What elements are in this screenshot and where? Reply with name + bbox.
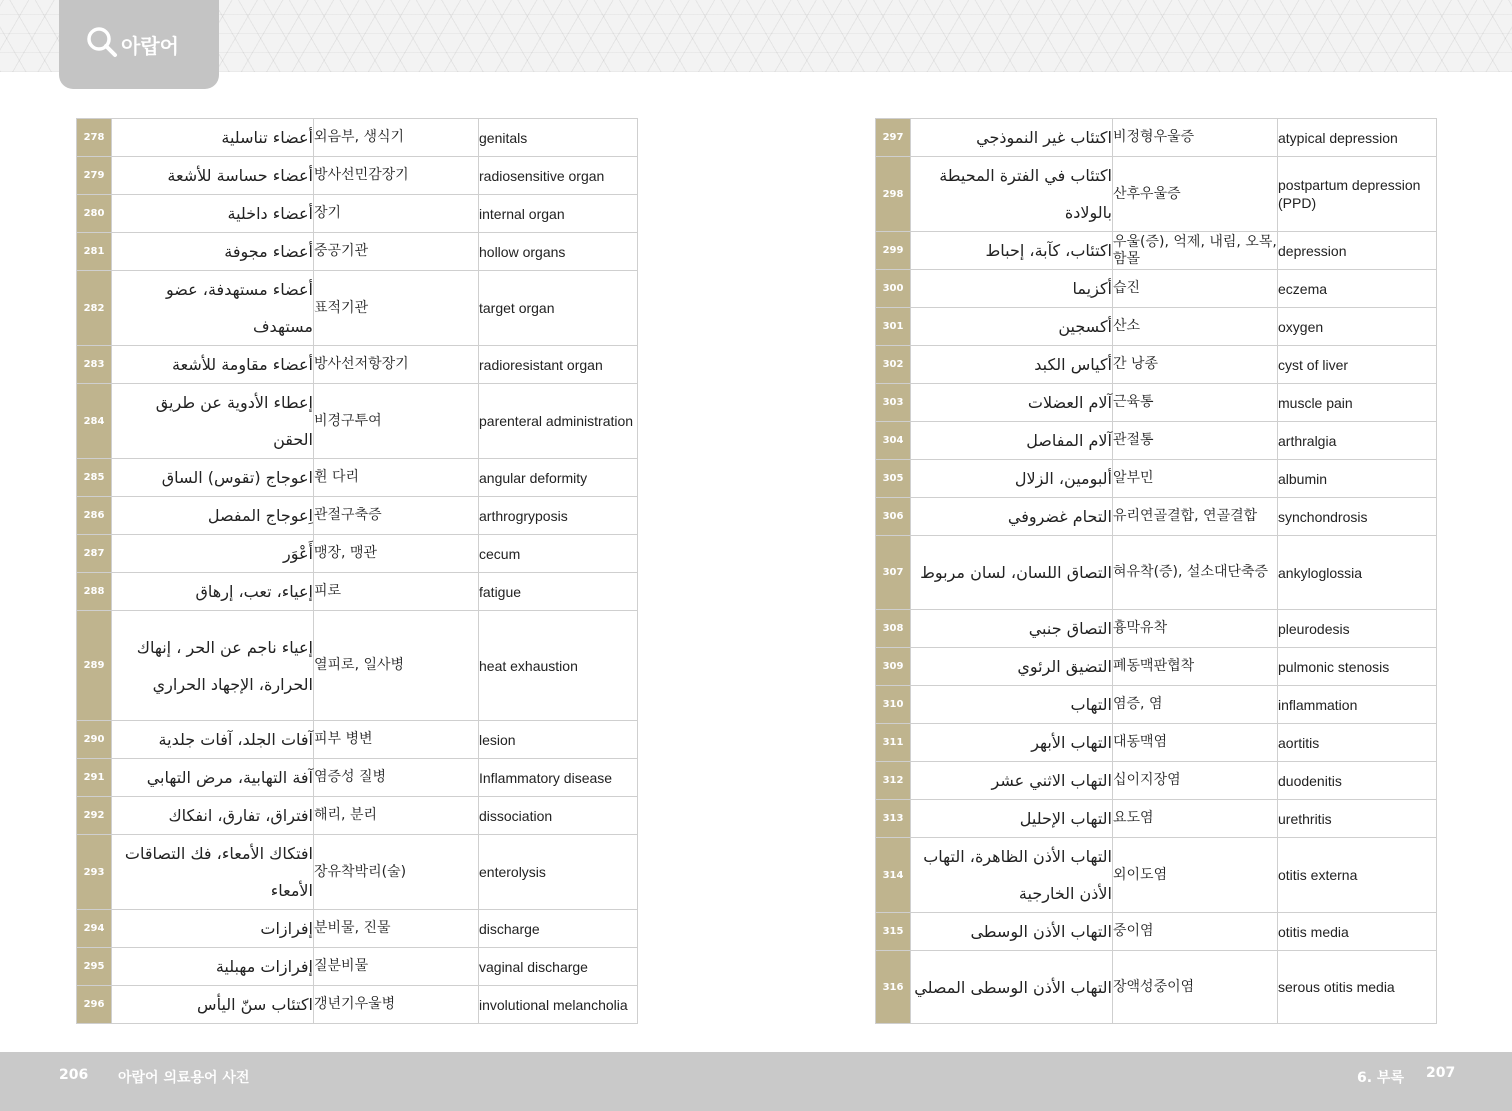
entry-number: 293	[77, 835, 112, 910]
arabic-term: التهاب	[911, 686, 1113, 724]
arabic-term: اكتئاب في الفترة المحيطة بالولادة	[911, 157, 1113, 232]
arabic-term: آلام العضلات	[911, 384, 1113, 422]
entry-number: 283	[77, 346, 112, 384]
entry-number: 307	[876, 536, 911, 610]
table-row	[876, 610, 1437, 648]
arabic-term: التهاب الإحليل	[911, 800, 1113, 838]
english-term: synchondrosis	[1278, 498, 1437, 536]
english-term: postpartum depression (PPD)	[1278, 157, 1437, 232]
english-term: discharge	[479, 910, 638, 948]
table-row	[77, 535, 638, 573]
table-row	[77, 759, 638, 797]
arabic-term: التهاب الأذن الوسطى	[911, 913, 1113, 951]
arabic-term: أعضاء مقاومة للأشعة	[112, 346, 314, 384]
right-page-number: 207	[1426, 1065, 1456, 1081]
arabic-term: اكتئاب سنّ اليأس	[112, 986, 314, 1024]
entry-number: 280	[77, 195, 112, 233]
korean-term: 분비물, 진물	[314, 910, 479, 948]
table-row	[876, 270, 1437, 308]
arabic-term: آلام المفاصل	[911, 422, 1113, 460]
english-term: depression	[1278, 232, 1437, 270]
entry-number: 308	[876, 610, 911, 648]
entry-number: 297	[876, 119, 911, 157]
table-row	[876, 762, 1437, 800]
entry-number: 285	[77, 459, 112, 497]
entry-number: 305	[876, 460, 911, 498]
table-row	[77, 497, 638, 535]
entry-number: 306	[876, 498, 911, 536]
arabic-term: أعضاء مجوفة	[112, 233, 314, 271]
arabic-term: آفة التهابية، مرض التهابي	[112, 759, 314, 797]
entry-number: 291	[77, 759, 112, 797]
table-row	[876, 536, 1437, 610]
table-row	[77, 611, 638, 721]
english-term: vaginal discharge	[479, 948, 638, 986]
entry-number: 298	[876, 157, 911, 232]
korean-term: 비정형우울증	[1113, 119, 1278, 157]
book-title: 아랍어 의료용어 사전	[118, 1070, 250, 1086]
korean-term: 대동맥염	[1113, 724, 1278, 762]
table-row	[77, 233, 638, 271]
english-term: pulmonic stenosis	[1278, 648, 1437, 686]
table-row	[876, 498, 1437, 536]
korean-term: 관절통	[1113, 422, 1278, 460]
entry-number: 313	[876, 800, 911, 838]
korean-term: 비경구투여	[314, 384, 479, 459]
table-row	[876, 157, 1437, 232]
english-term: urethritis	[1278, 800, 1437, 838]
english-term: duodenitis	[1278, 762, 1437, 800]
english-term: inflammation	[1278, 686, 1437, 724]
korean-term: 외이도염	[1113, 838, 1278, 913]
english-term: Inflammatory disease	[479, 759, 638, 797]
table-row	[876, 686, 1437, 724]
korean-term: 피부 병변	[314, 721, 479, 759]
arabic-term: ألبومين، الزلال	[911, 460, 1113, 498]
korean-term: 근육통	[1113, 384, 1278, 422]
glossary-table-right	[875, 118, 1437, 1024]
table-row	[876, 724, 1437, 762]
korean-term: 요도염	[1113, 800, 1278, 838]
arabic-term: اكتئاب غير النموذجي	[911, 119, 1113, 157]
korean-term: 표적기관	[314, 271, 479, 346]
table-row	[77, 721, 638, 759]
table-row	[876, 800, 1437, 838]
english-term: hollow organs	[479, 233, 638, 271]
entry-number: 316	[876, 951, 911, 1024]
korean-term: 염증성 질병	[314, 759, 479, 797]
table-row	[77, 119, 638, 157]
english-term: radioresistant organ	[479, 346, 638, 384]
entry-number: 292	[77, 797, 112, 835]
korean-term: 방사선민감장기	[314, 157, 479, 195]
korean-term: 중공기관	[314, 233, 479, 271]
search-icon	[85, 25, 121, 64]
english-term: cecum	[479, 535, 638, 573]
table-row	[77, 986, 638, 1024]
entry-number: 300	[876, 270, 911, 308]
table-row	[77, 797, 638, 835]
entry-number: 311	[876, 724, 911, 762]
english-term: aortitis	[1278, 724, 1437, 762]
arabic-term: افتراق، تفارق، انفكاك	[112, 797, 314, 835]
arabic-term: أَعْوَر	[112, 535, 314, 573]
arabic-term: التهاب الأذن الوسطى المصلي	[911, 951, 1113, 1024]
korean-term: 간 낭종	[1113, 346, 1278, 384]
arabic-term: إفرازات مهبلية	[112, 948, 314, 986]
arabic-term: أكياس الكبد	[911, 346, 1113, 384]
korean-term: 장기	[314, 195, 479, 233]
korean-term: 방사선저항장기	[314, 346, 479, 384]
korean-term: 염증, 염	[1113, 686, 1278, 724]
entry-number: 282	[77, 271, 112, 346]
entry-number: 309	[876, 648, 911, 686]
entry-number: 286	[77, 497, 112, 535]
entry-number: 299	[876, 232, 911, 270]
english-term: heat exhaustion	[479, 611, 638, 721]
entry-number: 290	[77, 721, 112, 759]
entry-number: 304	[876, 422, 911, 460]
table-row	[77, 384, 638, 459]
entry-number: 279	[77, 157, 112, 195]
english-term: atypical depression	[1278, 119, 1437, 157]
english-term: ankyloglossia	[1278, 536, 1437, 610]
table-row	[876, 119, 1437, 157]
arabic-term: أعضاء مستهدفة، عضو مستهدف	[112, 271, 314, 346]
arabic-term: التصاق جنبي	[911, 610, 1113, 648]
section-tab-label: 아랍어	[121, 34, 179, 58]
english-term: internal organ	[479, 195, 638, 233]
korean-term: 십이지장염	[1113, 762, 1278, 800]
korean-term: 습진	[1113, 270, 1278, 308]
table-row	[77, 835, 638, 910]
table-row	[77, 157, 638, 195]
entry-number: 314	[876, 838, 911, 913]
entry-number: 295	[77, 948, 112, 986]
table-row	[77, 195, 638, 233]
table-row	[876, 384, 1437, 422]
korean-term: 질분비물	[314, 948, 479, 986]
table-row	[876, 838, 1437, 913]
entry-number: 284	[77, 384, 112, 459]
english-term: dissociation	[479, 797, 638, 835]
page-footer	[0, 1052, 1512, 1111]
english-term: parenteral administration	[479, 384, 638, 459]
entry-number: 287	[77, 535, 112, 573]
table-row	[77, 910, 638, 948]
korean-term: 흉막유착	[1113, 610, 1278, 648]
korean-term: 혀유착(증), 설소대단축증	[1113, 536, 1278, 610]
entry-number: 301	[876, 308, 911, 346]
left-page-number: 206	[59, 1067, 89, 1083]
english-term: muscle pain	[1278, 384, 1437, 422]
arabic-term: اِعوجاج المفصل	[112, 497, 314, 535]
korean-term: 중이염	[1113, 913, 1278, 951]
english-term: involutional melancholia	[479, 986, 638, 1024]
korean-term: 맹장, 맹관	[314, 535, 479, 573]
table-row	[876, 232, 1437, 270]
entry-number: 288	[77, 573, 112, 611]
arabic-term: أعضاء داخلية	[112, 195, 314, 233]
table-row	[876, 460, 1437, 498]
table-row	[77, 459, 638, 497]
english-term: arthrogryposis	[479, 497, 638, 535]
english-term: otitis media	[1278, 913, 1437, 951]
korean-term: 외음부, 생식기	[314, 119, 479, 157]
arabic-term: إعياء ناجم عن الحر ، إنهاك الحرارة، الإجهاد الحراري	[112, 611, 314, 721]
korean-term: 우울(증), 억제, 내림, 오목, 함몰	[1113, 232, 1278, 270]
arabic-term: أعضاء حساسة للأشعة	[112, 157, 314, 195]
english-term: target organ	[479, 271, 638, 346]
english-term: arthralgia	[1278, 422, 1437, 460]
entry-number: 281	[77, 233, 112, 271]
english-term: genitals	[479, 119, 638, 157]
arabic-term: التهاب الأذن الظاهرة، التهاب الأذن الخارجية	[911, 838, 1113, 913]
english-term: albumin	[1278, 460, 1437, 498]
korean-term: 장유착박리(술)	[314, 835, 479, 910]
english-term: pleurodesis	[1278, 610, 1437, 648]
korean-term: 피로	[314, 573, 479, 611]
entry-number: 315	[876, 913, 911, 951]
arabic-term: أكزيما	[911, 270, 1113, 308]
decorative-banner	[0, 0, 1512, 72]
english-term: angular deformity	[479, 459, 638, 497]
entry-number: 294	[77, 910, 112, 948]
korean-term: 갱년기우울병	[314, 986, 479, 1024]
arabic-term: اكتئاب، كآبة، إحباط	[911, 232, 1113, 270]
table-row	[876, 951, 1437, 1024]
arabic-term: التصاق اللسان، لسان مربوط	[911, 536, 1113, 610]
table-row	[876, 422, 1437, 460]
table-row	[77, 346, 638, 384]
arabic-term: أعضاء تناسلية	[112, 119, 314, 157]
section-tab	[59, 0, 219, 89]
english-term: oxygen	[1278, 308, 1437, 346]
table-row	[77, 948, 638, 986]
entry-number: 278	[77, 119, 112, 157]
table-row	[77, 573, 638, 611]
arabic-term: إعطاء الأدوية عن طريق الحقن	[112, 384, 314, 459]
entry-number: 302	[876, 346, 911, 384]
entry-number: 296	[77, 986, 112, 1024]
entry-number: 303	[876, 384, 911, 422]
english-term: fatigue	[479, 573, 638, 611]
korean-term: 장액성중이염	[1113, 951, 1278, 1024]
english-term: serous otitis media	[1278, 951, 1437, 1024]
korean-term: 산후우울증	[1113, 157, 1278, 232]
glossary-table-left	[76, 118, 638, 1024]
arabic-term: اعوجاج (تقوس) الساق	[112, 459, 314, 497]
arabic-term: التحام غضروفي	[911, 498, 1113, 536]
english-term: lesion	[479, 721, 638, 759]
arabic-term: إعياء، تعب، إرهاق	[112, 573, 314, 611]
english-term: eczema	[1278, 270, 1437, 308]
arabic-term: التضيق الرئوي	[911, 648, 1113, 686]
korean-term: 휜 다리	[314, 459, 479, 497]
korean-term: 알부민	[1113, 460, 1278, 498]
entry-number: 289	[77, 611, 112, 721]
english-term: otitis externa	[1278, 838, 1437, 913]
arabic-term: إفرازات	[112, 910, 314, 948]
korean-term: 산소	[1113, 308, 1278, 346]
entry-number: 312	[876, 762, 911, 800]
korean-term: 폐동맥판협착	[1113, 648, 1278, 686]
english-term: enterolysis	[479, 835, 638, 910]
section-title: 6. 부록	[1357, 1070, 1404, 1086]
english-term: radiosensitive organ	[479, 157, 638, 195]
korean-term: 해리, 분리	[314, 797, 479, 835]
table-row	[876, 346, 1437, 384]
arabic-term: أكسجين	[911, 308, 1113, 346]
arabic-term: افتكاك الأمعاء، فك التصاقات الأمعاء	[112, 835, 314, 910]
table-row	[876, 913, 1437, 951]
entry-number: 310	[876, 686, 911, 724]
table-row	[77, 271, 638, 346]
arabic-term: التهاب الأبهر	[911, 724, 1113, 762]
table-row	[876, 308, 1437, 346]
korean-term: 열피로, 일사병	[314, 611, 479, 721]
english-term: cyst of liver	[1278, 346, 1437, 384]
korean-term: 유리연골결합, 연골결합	[1113, 498, 1278, 536]
arabic-term: آفات الجلد، آفات جلدية	[112, 721, 314, 759]
korean-term: 관절구축증	[314, 497, 479, 535]
table-row	[876, 648, 1437, 686]
arabic-term: التهاب الاثني عشر	[911, 762, 1113, 800]
